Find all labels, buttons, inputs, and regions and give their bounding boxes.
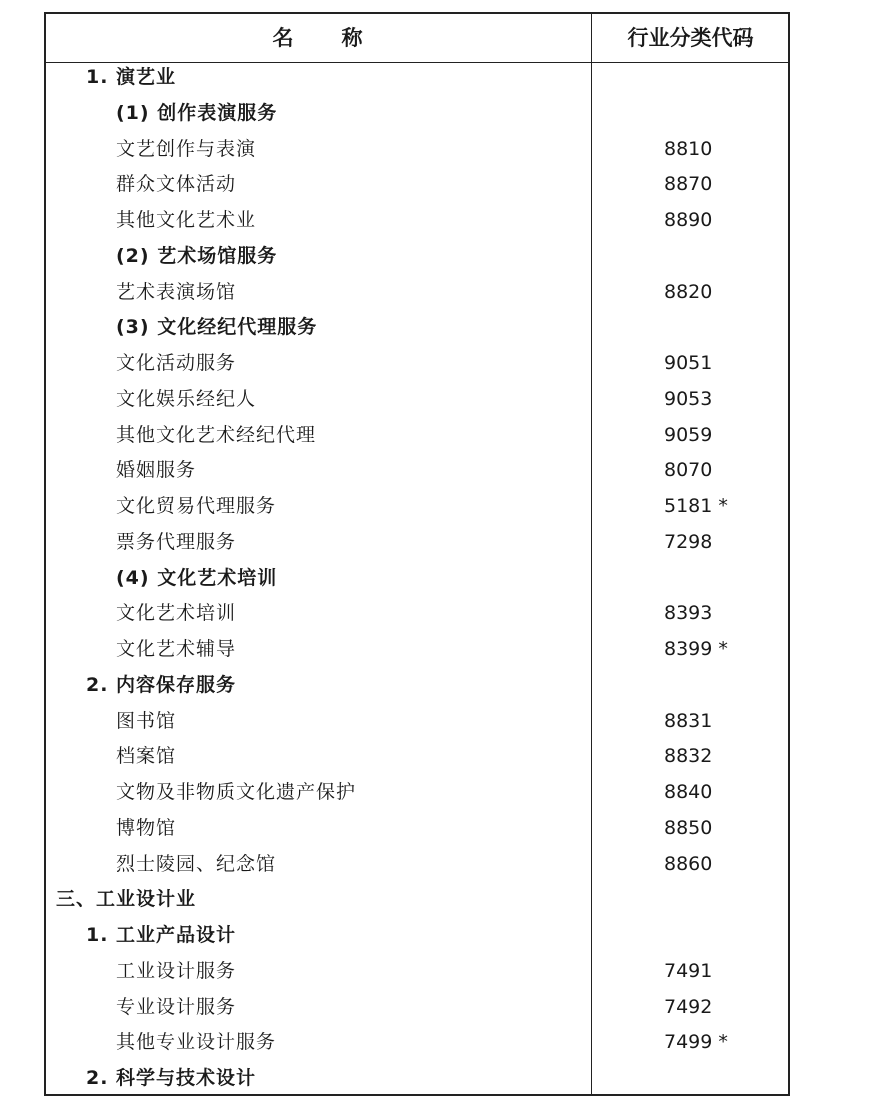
row-code: 8840 bbox=[664, 781, 713, 803]
row-code: 7491 bbox=[664, 959, 713, 982]
row-name: 婚姻服务 bbox=[116, 459, 197, 482]
row-name: 2. 科学与技术设计 bbox=[86, 1067, 257, 1089]
row-name: (4) 文化艺术培训 bbox=[116, 566, 278, 589]
row-name: 1. 工业产品设计 bbox=[86, 924, 237, 946]
table-row bbox=[46, 918, 788, 954]
row-code: 8850 bbox=[664, 816, 713, 839]
table-row bbox=[46, 167, 788, 203]
row-code: 8399 * bbox=[664, 638, 728, 660]
row-code: 8810 bbox=[664, 137, 713, 160]
row-code: 9053 bbox=[664, 387, 713, 410]
row-name: 票务代理服务 bbox=[116, 530, 237, 553]
row-code: 7298 bbox=[664, 530, 713, 553]
table-row bbox=[46, 275, 788, 311]
table-row bbox=[46, 346, 788, 382]
row-name: 2. 内容保存服务 bbox=[86, 673, 237, 696]
industry-classification-table bbox=[44, 12, 790, 1096]
row-name: 文物及非物质文化遗产保护 bbox=[116, 781, 357, 803]
row-name: 三、工业设计业 bbox=[56, 888, 197, 911]
row-name: 文化活动服务 bbox=[116, 352, 237, 374]
table-row bbox=[46, 990, 788, 1026]
table-row bbox=[46, 1061, 788, 1097]
row-name: 文化艺术培训 bbox=[116, 602, 237, 625]
row-code: 8860 bbox=[664, 852, 713, 875]
table-row bbox=[46, 954, 788, 990]
header-name-column: 名 称 bbox=[272, 26, 365, 50]
row-name: 文化艺术辅导 bbox=[116, 638, 237, 660]
row-code: 7492 bbox=[664, 995, 713, 1018]
table-row bbox=[46, 310, 788, 346]
row-code: 8831 bbox=[664, 709, 713, 732]
row-name: 工业设计服务 bbox=[116, 959, 237, 982]
row-name: 烈士陵园、纪念馆 bbox=[116, 852, 277, 875]
row-name: 其他专业设计服务 bbox=[116, 1031, 277, 1054]
table-row bbox=[46, 668, 788, 704]
row-code: 8870 bbox=[664, 173, 713, 196]
row-name: 博物馆 bbox=[116, 816, 177, 839]
table-row bbox=[46, 132, 788, 168]
row-name: 艺术表演场馆 bbox=[116, 280, 237, 303]
row-name: 图书馆 bbox=[116, 709, 177, 732]
row-code: 7499 * bbox=[664, 1031, 728, 1054]
header-code-column: 行业分类代码 bbox=[627, 26, 754, 50]
table-row bbox=[46, 847, 788, 883]
row-name: (3) 文化经纪代理服务 bbox=[116, 316, 318, 339]
row-name: 1. 演艺业 bbox=[86, 66, 177, 88]
row-name: 专业设计服务 bbox=[116, 995, 237, 1018]
row-name: (2) 艺术场馆服务 bbox=[116, 244, 278, 267]
row-code: 8070 bbox=[664, 459, 713, 482]
row-code: 8890 bbox=[664, 209, 713, 231]
row-name: 群众文体活动 bbox=[116, 173, 237, 196]
row-code: 9059 bbox=[664, 423, 713, 446]
row-name: (1) 创作表演服务 bbox=[116, 101, 278, 124]
row-code: 5181 * bbox=[664, 495, 728, 517]
table-body bbox=[46, 60, 788, 1097]
table-row bbox=[46, 882, 788, 918]
row-name: 文艺创作与表演 bbox=[116, 137, 257, 160]
row-name: 文化贸易代理服务 bbox=[116, 495, 277, 517]
table-row bbox=[46, 203, 788, 239]
row-code: 8832 bbox=[664, 745, 713, 768]
table-row bbox=[46, 96, 788, 132]
table-row bbox=[46, 775, 788, 811]
table-row bbox=[46, 704, 788, 740]
row-name: 其他文化艺术业 bbox=[116, 209, 257, 231]
row-name: 文化娱乐经纪人 bbox=[116, 387, 257, 410]
table-row bbox=[46, 739, 788, 775]
table-row bbox=[46, 811, 788, 847]
table-row bbox=[46, 632, 788, 668]
row-name: 档案馆 bbox=[116, 745, 177, 768]
table-row bbox=[46, 489, 788, 525]
table-row bbox=[46, 60, 788, 96]
table-row bbox=[46, 418, 788, 454]
row-code: 8393 bbox=[664, 602, 713, 625]
row-code: 9051 bbox=[664, 352, 713, 374]
table-row bbox=[46, 239, 788, 275]
table-row bbox=[46, 1025, 788, 1061]
row-name: 其他文化艺术经纪代理 bbox=[116, 423, 317, 446]
table-row bbox=[46, 525, 788, 561]
row-code: 8820 bbox=[664, 280, 713, 303]
table-row bbox=[46, 382, 788, 418]
table-row bbox=[46, 453, 788, 489]
table-header bbox=[46, 14, 788, 63]
table-row bbox=[46, 596, 788, 632]
table-row bbox=[46, 561, 788, 597]
